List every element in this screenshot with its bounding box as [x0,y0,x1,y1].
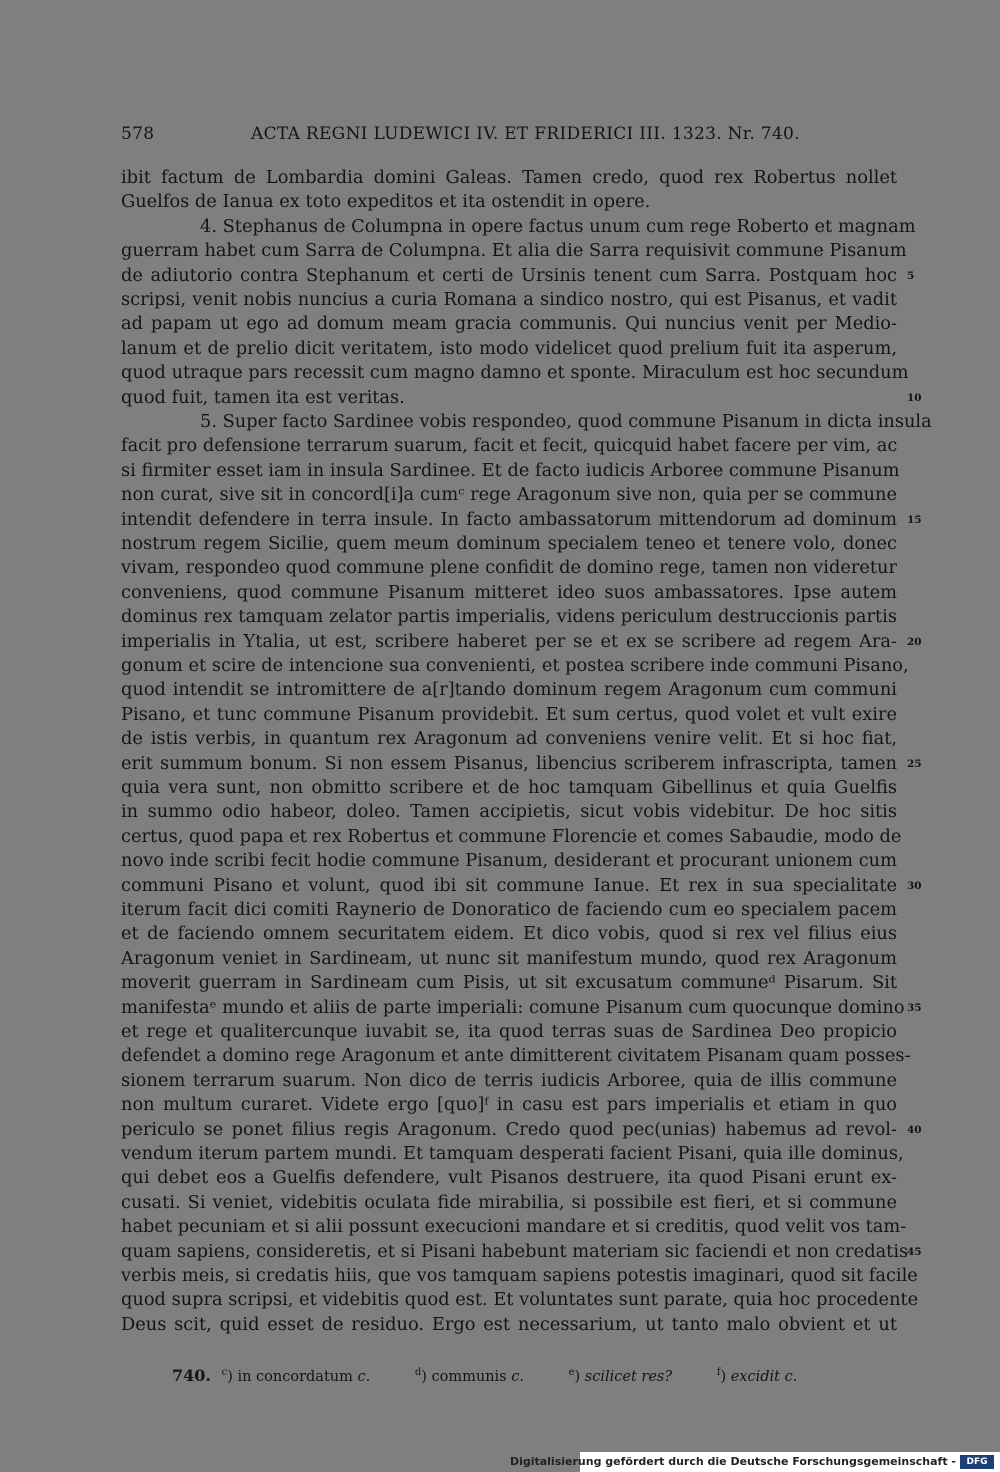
text-line: Guelfos de Ianua ex toto expeditos et ita ostendit in opere. [121,191,651,212]
text-line: iterum facit dici comiti Raynerio de Donoratico de faciendo cum eo specialem pacem [121,899,897,920]
text-line: verbis meis, si credatis hiis, que vos tamquam sapiens potestis imaginari, quod sit facile [121,1265,918,1286]
footnote-c: $^c$) in concordatum c. [221,1367,371,1385]
text-line: habet pecuniam et si alii possunt execucioni mandare et si creditis, quod velit vos tam- [121,1216,907,1237]
text-line: intendit defendere in terra insule. In facto ambassatorum mittendorum ad dominum [121,509,897,530]
footnotes [172,1362,837,1384]
footnote-e: $^e$) scilicet res? [568,1367,673,1385]
text-line: non curat, sive sit in concord[i]a cumᶜ rege Aragonum sive non, quia per se commune [121,484,897,505]
footnote-f: $^f$) excidit c. [716,1367,798,1385]
text-line: ibit factum de Lombardia domini Galeas. Tamen credo, quod rex Robertus nollet [121,167,897,188]
line-number: 5 [907,270,915,282]
text-line: et rege et qualitercunque iuvabit se, ita quod terras suas de Sardinea Deo propicio [121,1021,897,1042]
text-line: si firmiter esset iam in insula Sardinee. Et de facto iudicis Arboree commune Pisanum [121,460,900,481]
text-line: vendum iterum partem mundi. Et tamquam desperati facient Pisani, quia ille dominus, [121,1143,904,1164]
text-line: nostrum regem Sicilie, quem meum dominum specialem teneo et tenere volo, donec [121,533,897,554]
footnote-document-number: 740. [172,1366,211,1385]
text-line: communi Pisano et volunt, quod ibi sit commune Ianue. Et rex in sua specialitate [121,875,897,896]
text-line: quod fuit, tamen ita est veritas. [121,387,405,408]
text-line: quia vera sunt, non obmitto scribere et de hoc tamquam Gibellinus et quia Guelfis [121,777,897,798]
line-number: 35 [907,1002,922,1014]
line-number: 40 [907,1124,922,1136]
text-line: et de faciendo omnem securitatem eidem. Et dico vobis, quod si rex vel filius eius [121,923,897,944]
text-line: 4. Stephanus de Columpna in opere factus unum cum rege Roberto et magnam [200,216,916,237]
text-line: imperialis in Ytalia, ut est, scribere haberet per se et ex se scribere ad regem Ara- [121,631,897,652]
line-number: 30 [907,880,922,892]
line-number: 45 [907,1246,922,1258]
text-line: novo inde scribi fecit hodie commune Pisanum, desiderant et procurant unionem cum [121,850,897,871]
text-line: manifestaᵉ mundo et aliis de parte imperiali: comune Pisanum cum quocunque domino [121,997,905,1018]
text-line: Aragonum veniet in Sardineam, ut nunc sit manifestum mundo, quod rex Aragonum [121,948,897,969]
text-line: certus, quod papa et rex Robertus et commune Florencie et comes Sabaudie, modo de [121,826,902,847]
line-number: 20 [907,636,922,648]
text-line: Deus scit, quid esset de residuo. Ergo est necessarium, ut tanto malo obvient et ut [121,1314,897,1335]
footnote-d: $^d$) communis c. [414,1367,524,1385]
page-header [121,124,891,152]
running-head: ACTA REGNI LUDEWICI IV. ET FRIDERICI III. 1323. Nr. 740. [251,124,800,144]
text-line: ad papam ut ego ad domum meam gracia communis. Qui nuncius venit per Medio- [121,313,897,334]
text-line: Pisano, et tunc commune Pisanum providebit. Et sum certus, quod volet et vult exire [121,704,897,725]
text-line: quam sapiens, consideretis, et si Pisani habebunt materiam sic faciendi et non credatis [121,1241,909,1262]
line-number: 25 [907,758,922,770]
text-line: moverit guerram in Sardineam cum Pisis, ut sit excusatum communeᵈ Pisarum. Sit [121,972,897,993]
line-number: 15 [907,514,922,526]
text-line: quod intendit se intromittere de a[r]tando dominum regem Aragonum cum communi [121,679,897,700]
dfg-logo: DFG [960,1455,994,1469]
line-number: 10 [907,392,922,404]
text-line: gonum et scire de intencione sua convenienti, et postea scribere inde communi Pisano, [121,655,909,676]
text-line: lanum et de prelio dicit veritatem, isto modo videlicet quod prelium fuit ita asperum, [121,338,897,359]
text-line: periculo se ponet filius regis Aragonum. Credo quod pec(unias) habemus ad revol- [121,1119,897,1140]
text-line: 5. Super facto Sardinee vobis respondeo, quod commune Pisanum in dicta insula [200,411,932,432]
page-number: 578 [121,124,155,144]
text-line: in summo odio habeor, doleo. Tamen accipietis, sicut vobis videbitur. De hoc sitis [121,801,897,822]
text-line: facit pro defensione terrarum suarum, facit et fecit, quicquid habet facere per vim, ac [121,435,898,456]
text-line: qui debet eos a Guelfis defendere, vult Pisanos destruere, ita quod Pisani erunt ex- [121,1167,897,1188]
text-line: sionem terrarum suarum. Non dico de terris iudicis Arboree, quia de illis commune [121,1070,897,1091]
text-line: defendet a domino rege Aragonum et ante dimitterent civitatem Pisanam quam posses- [121,1045,911,1066]
text-line: de istis verbis, in quantum rex Aragonum ad conveniens venire velit. Et si hoc fiat, [121,728,897,749]
funding-banner-text: Digitalisierung gefördert durch die Deutsche Forschungsgemeinschaft - [509,1455,956,1468]
text-line: non multum curaret. Videte ergo [quo]ᶠ in casu est pars imperialis et etiam in quo [121,1094,897,1115]
text-line: de adiutorio contra Stephanum et certi de Ursinis tenent cum Sarra. Postquam hoc [121,265,897,286]
text-line: vivam, respondeo quod commune plene confidit de domino rege, tamen non videretur [121,557,897,578]
text-line: cusati. Si veniet, videbitis oculata fide mirabilia, si possibile est fieri, et si commune [121,1192,897,1213]
text-line: erit summum bonum. Si non essem Pisanus, libencius scriberem infrascripta, tamen [121,753,897,774]
text-line: scripsi, venit nobis nuncius a curia Romana a sindico nostro, qui est Pisanus, et vadit [121,289,897,310]
text-line: quod utraque pars recessit cum magno damno et sponte. Miraculum est hoc secundum [121,362,909,383]
text-line: guerram habet cum Sarra de Columpna. Et alia die Sarra requisivit commune Pisanum [121,240,907,261]
funding-banner [509,1452,1000,1472]
text-line: quod supra scripsi, et videbitis quod est. Et voluntates sunt parate, quia hoc procedente [121,1289,919,1310]
text-line: conveniens, quod commune Pisanum mitteret ideo suos ambassatores. Ipse autem [121,582,897,603]
text-line: dominus rex tamquam zelator partis imperialis, videns periculum destruccionis partis [121,606,897,627]
